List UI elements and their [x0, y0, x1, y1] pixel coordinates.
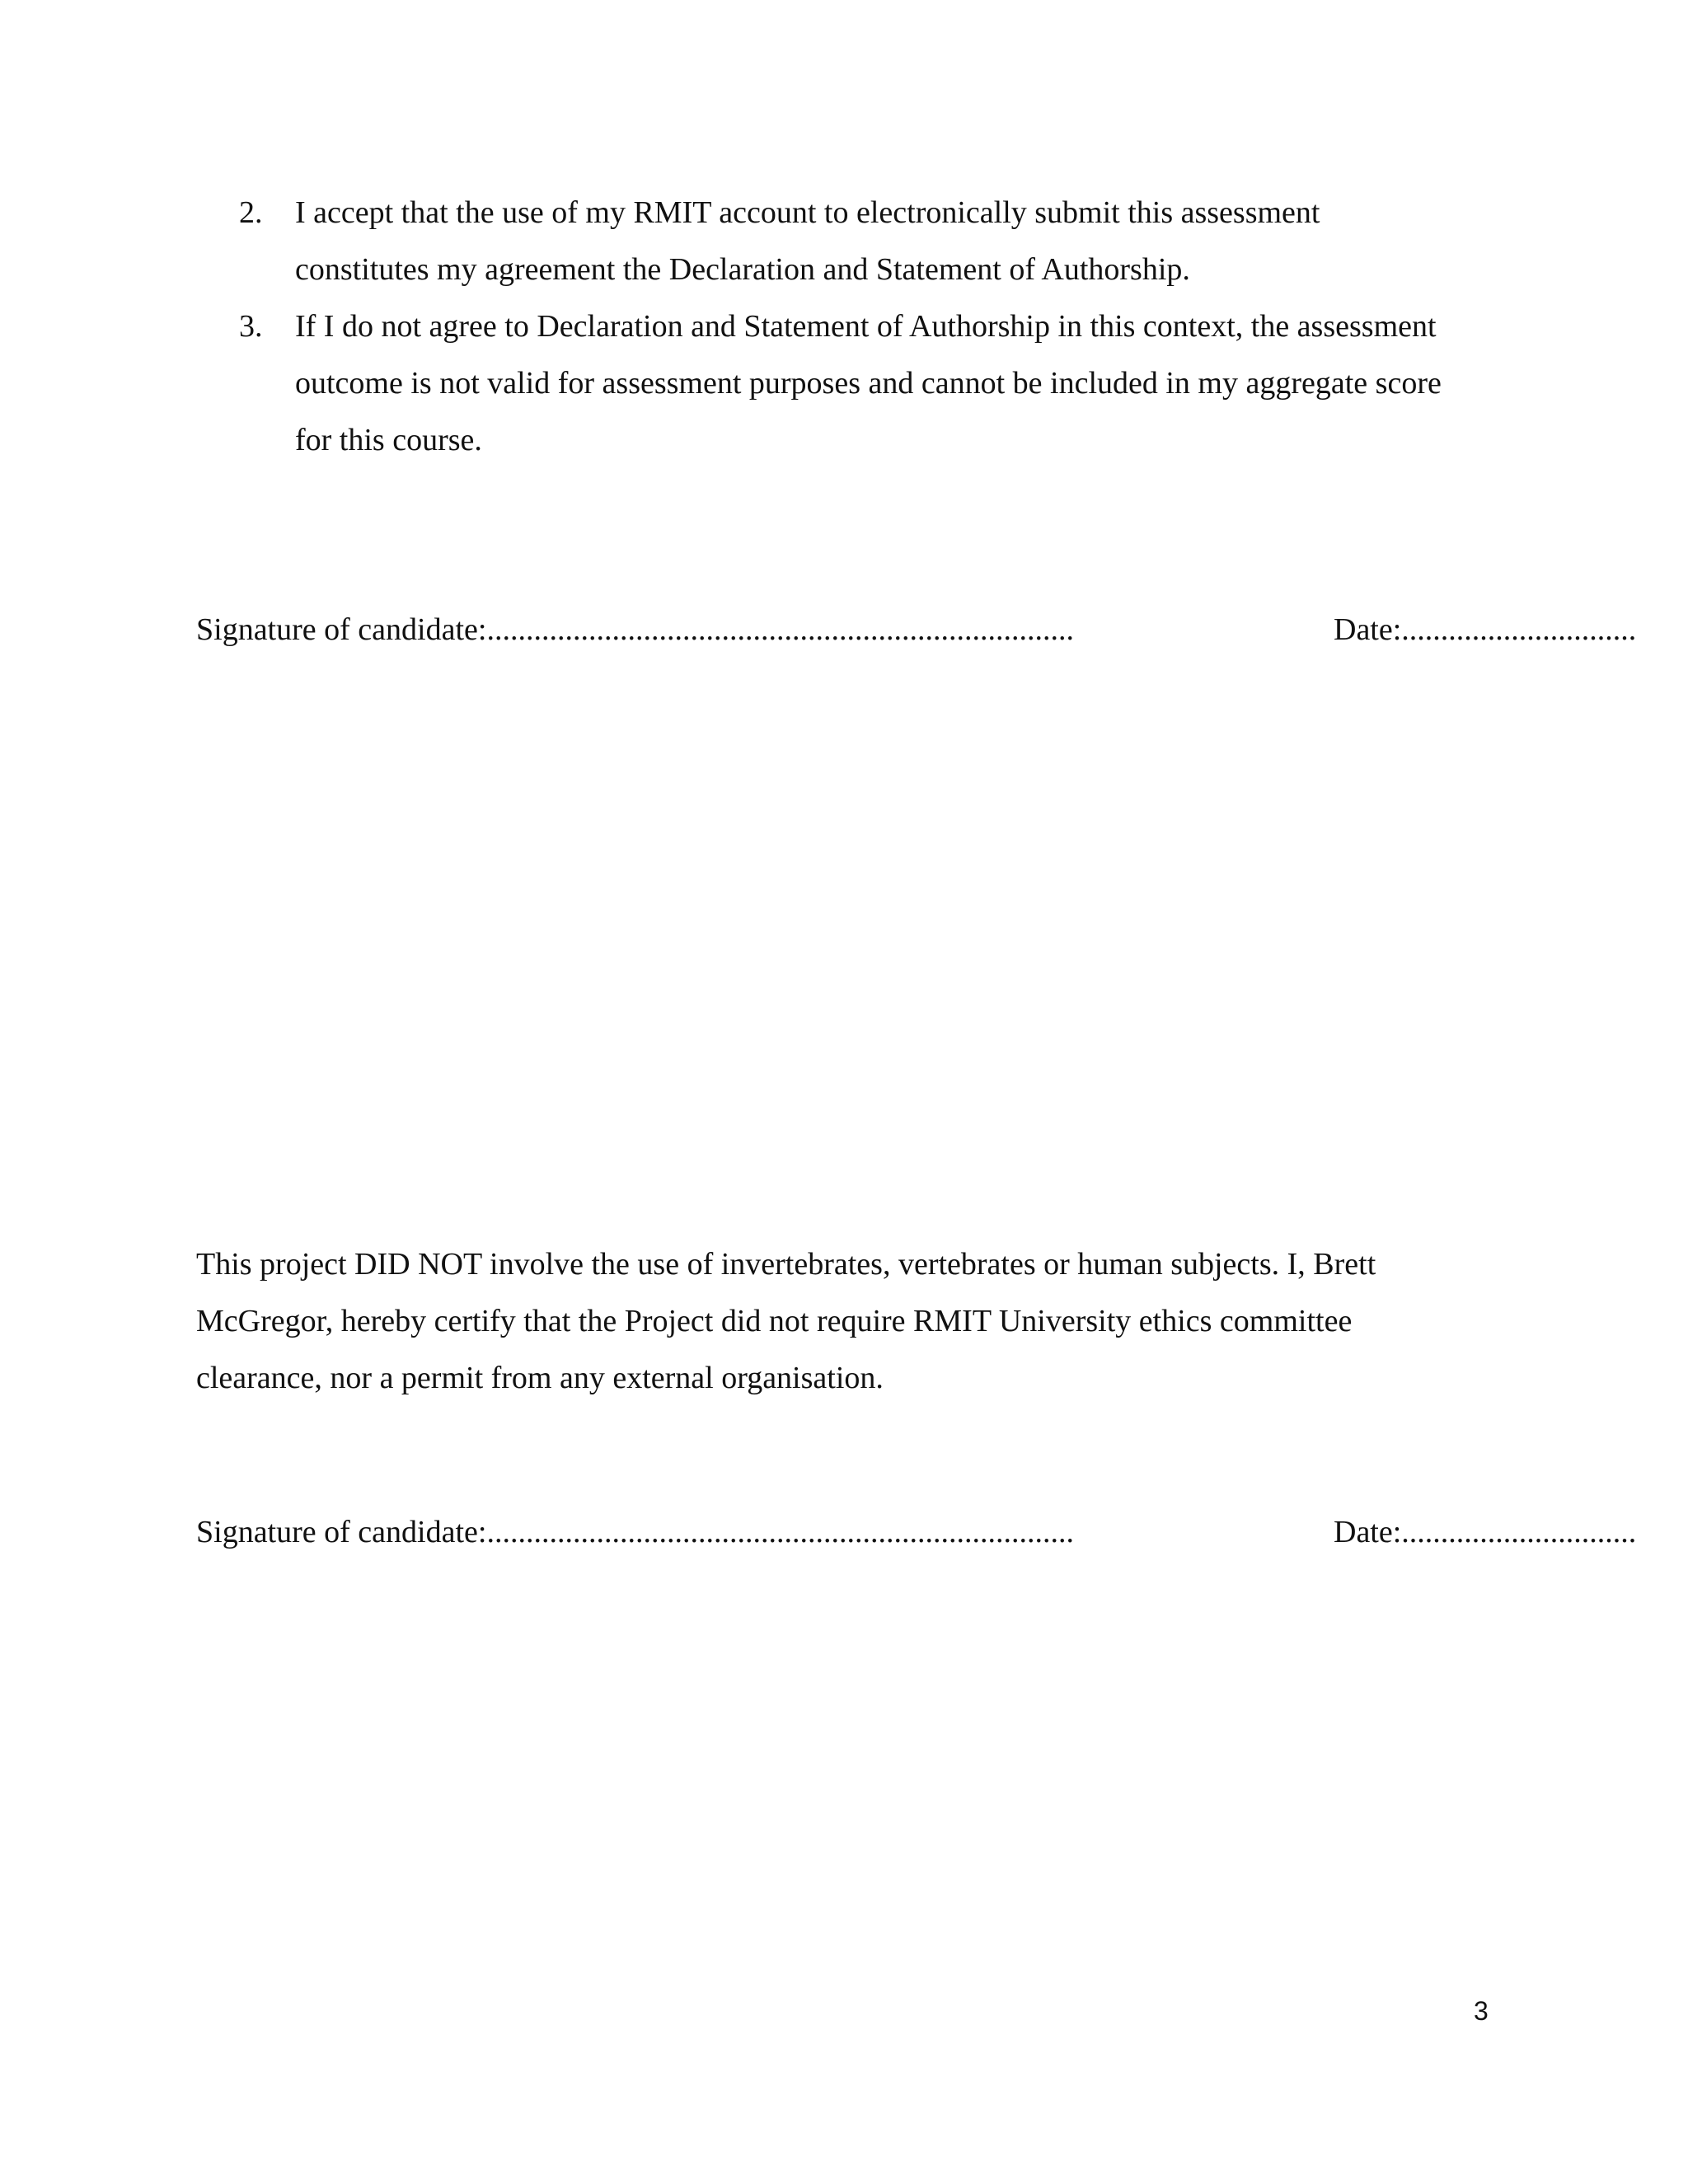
- signature-field: ...........................................................................: [486, 1515, 1074, 1549]
- list-item-number: 3.: [239, 309, 263, 344]
- list-item: [239, 185, 1459, 298]
- certification-paragraph: This project DID NOT involve the use of invertebrates, vertebrates or human subjects. I, Brett McGregor, hereby certify that the Project did not require RMIT University ethics committee clearance, nor a permit from any external organisation.: [196, 1247, 1376, 1395]
- declaration-list: [239, 185, 1459, 469]
- signature-line-1: [196, 602, 1637, 658]
- date-label: Date:: [1334, 612, 1402, 647]
- list-item: [239, 298, 1459, 469]
- list-item-number: 2.: [239, 195, 263, 230]
- list-item-text: If I do not agree to Declaration and Statement of Authorship in this context, the assessment outcome is not valid for assessment purposes and cannot be included in my aggregate score for this course.: [295, 309, 1442, 457]
- signature-field: ...........................................................................: [486, 612, 1074, 647]
- signature-label: Signature of candidate:: [196, 612, 487, 647]
- date-section: [1334, 1504, 1636, 1561]
- date-label: Date:: [1334, 1515, 1402, 1549]
- page-number: 3: [1474, 1996, 1489, 2026]
- signature-label: Signature of candidate:: [196, 1515, 487, 1549]
- date-field: ..............................: [1401, 1515, 1637, 1549]
- signature-line-2: [196, 1504, 1637, 1561]
- date-field: ..............................: [1401, 612, 1637, 647]
- list-item-text: I accept that the use of my RMIT account to electronically submit this assessment constitutes my agreement the Declaration and Statement of Authorship.: [295, 195, 1320, 287]
- date-section: [1334, 602, 1636, 658]
